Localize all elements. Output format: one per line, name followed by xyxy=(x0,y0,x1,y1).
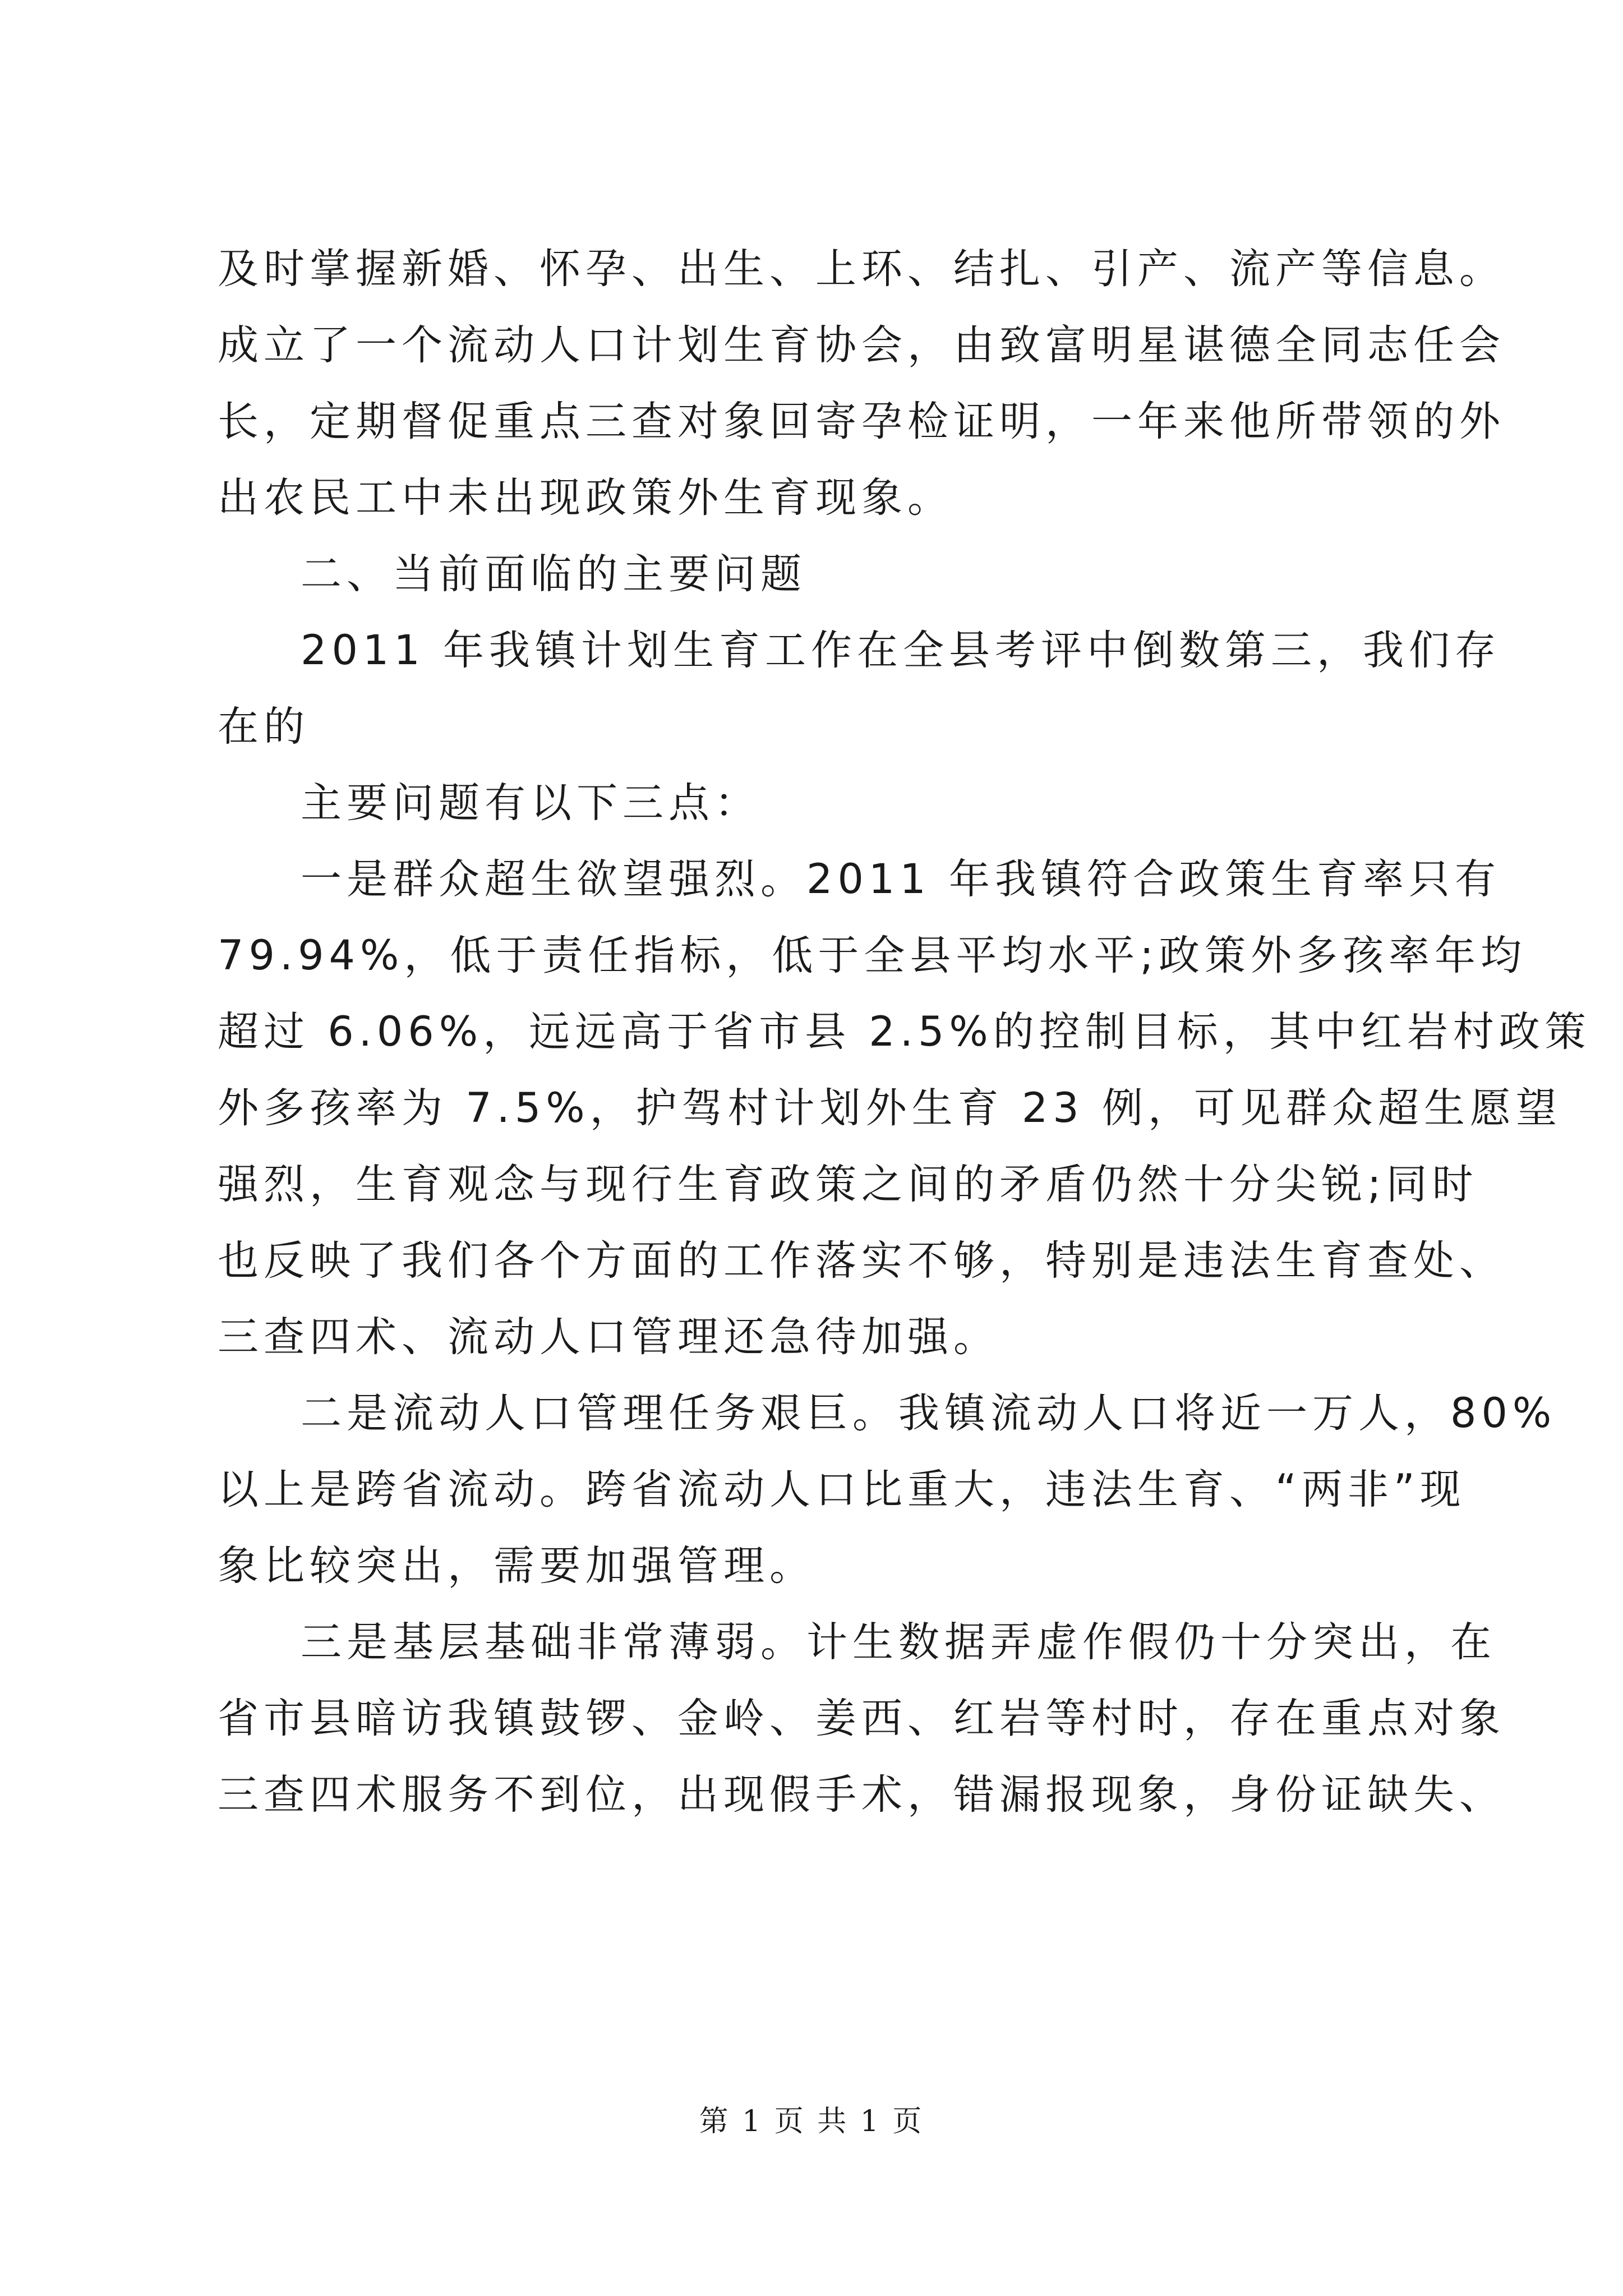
text-line: 一是群众超生欲望强烈。2011 年我镇符合政策生育率只有 xyxy=(301,855,1501,903)
text-line: 三查四术、流动人口管理还急待加强。 xyxy=(218,1313,999,1361)
text-line: 及时掌握新婚、怀孕、出生、上环、结扎、引产、流产等信息。 xyxy=(218,245,1505,293)
text-line: 也反映了我们各个方面的工作落实不够，特别是违法生育查处、 xyxy=(218,1237,1505,1285)
text-line: 省市县暗访我镇鼓锣、金岭、姜西、红岩等村时，存在重点对象 xyxy=(218,1695,1505,1742)
text-line: 在的 xyxy=(218,703,310,751)
text-line: 成立了一个流动人口计划生育协会，由致富明星谌德全同志任会 xyxy=(218,321,1505,369)
text-line: 二是流动人口管理任务艰巨。我镇流动人口将近一万人，80% xyxy=(301,1389,1557,1437)
text-line: 2011 年我镇计划生育工作在全县考评中倒数第三，我们存 xyxy=(301,627,1501,674)
text-line: 超过 6.06%，远远高于省市县 2.5%的控制目标，其中红岩村政策 xyxy=(218,1008,1591,1056)
text-line: 三查四术服务不到位，出现假手术，错漏报现象，身份证缺失、 xyxy=(218,1771,1505,1819)
page-footer xyxy=(0,2105,1623,2138)
text-line: 象比较突出，需要加强管理。 xyxy=(218,1542,815,1590)
text-line: 强烈，生育观念与现行生育政策之间的矛盾仍然十分尖锐;同时 xyxy=(218,1161,1478,1208)
text-line: 三是基层基础非常薄弱。计生数据弄虚作假仍十分突出，在 xyxy=(301,1618,1496,1666)
text-line: 以上是跨省流动。跨省流动人口比重大，违法生育、“两非”现 xyxy=(218,1466,1466,1513)
text-line: 主要问题有以下三点： xyxy=(301,779,760,827)
document-body xyxy=(218,245,1591,1849)
section-heading: 二、当前面临的主要问题 xyxy=(301,550,806,598)
text-line: 79.94%，低于责任指标，低于全县平均水平;政策外多孩率年均 xyxy=(218,932,1527,979)
text-line: 外多孩率为 7.5%，护驾村计划外生育 23 例，可见群众超生愿望 xyxy=(218,1084,1562,1132)
page-number-label: 第 1 页 共 1 页 xyxy=(699,2105,924,2138)
text-line: 长，定期督促重点三查对象回寄孕检证明，一年来他所带领的外 xyxy=(218,398,1505,445)
text-line: 出农民工中未出现政策外生育现象。 xyxy=(218,474,953,522)
